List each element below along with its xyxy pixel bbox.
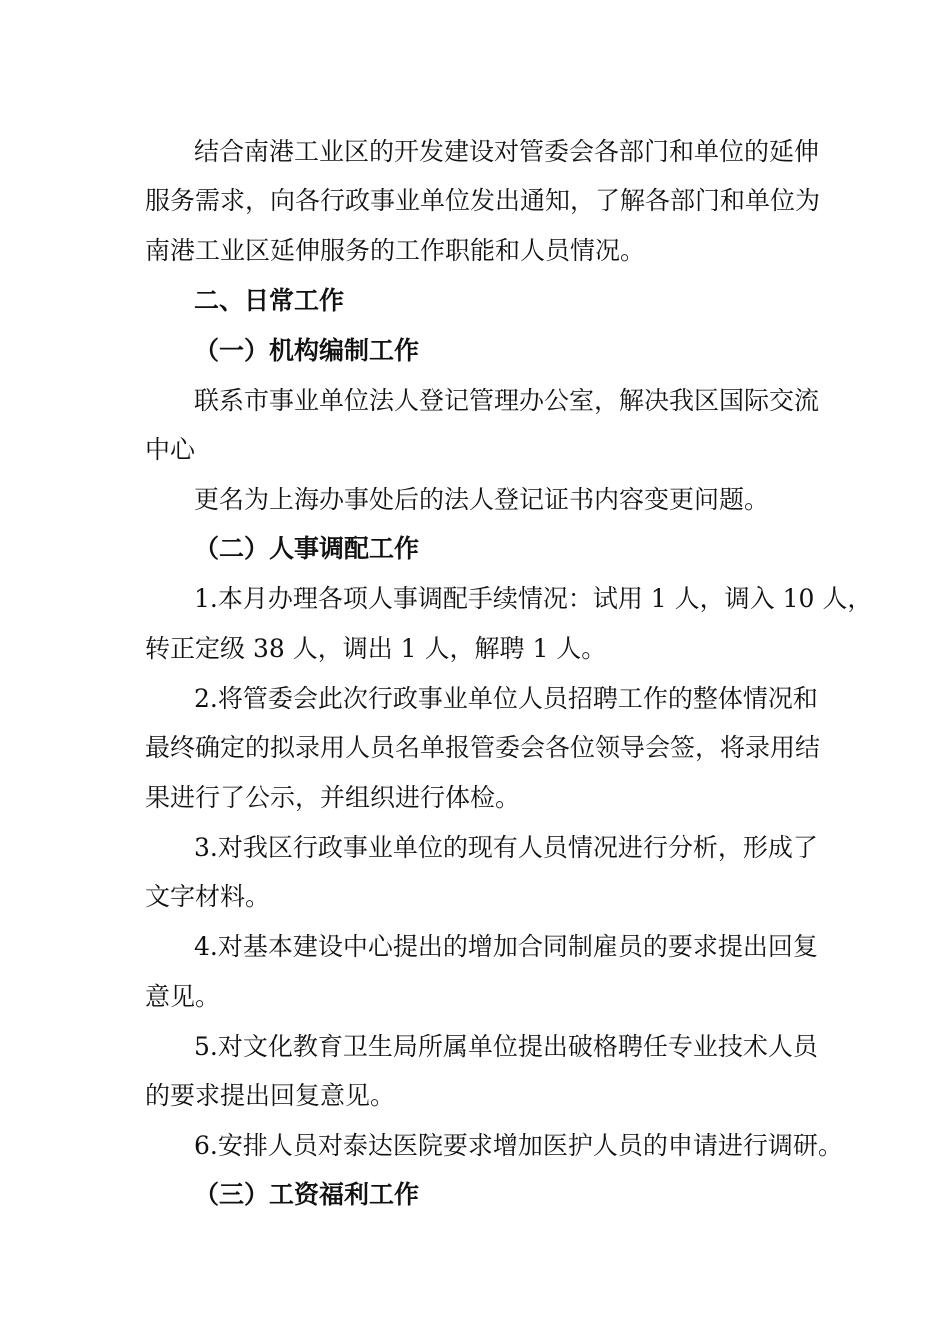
list-item-line: 5.对文化教育卫生局所属单位提出破格聘任专业技术人员 [194, 1032, 818, 1061]
list-item-line: 转正定级 38 人，调出 1 人，解聘 1 人。 [145, 634, 607, 663]
list-item-line: 意见。 [145, 982, 221, 1011]
paragraph-line: 联系市事业单位法人登记管理办公室，解决我区国际交流 [194, 386, 820, 415]
list-item-line: 的要求提出回复意见。 [145, 1081, 396, 1110]
paragraph-line: 南港工业区延伸服务的工作职能和人员情况。 [145, 236, 646, 265]
subsection-heading: （二）人事调配工作 [194, 534, 420, 563]
subsection-heading: （一）机构编制工作 [194, 336, 420, 365]
paragraph-line: 更名为上海办事处后的法人登记证书内容变更问题。 [194, 485, 770, 514]
list-item-line: 最终确定的拟录用人员名单报管委会各位领导会签，将录用结 [145, 733, 821, 762]
list-item-line: 3.对我区行政事业单位的现有人员情况进行分析，形成了 [194, 833, 818, 862]
list-item-line: 文字材料。 [145, 882, 271, 911]
list-item-line: 4.对基本建设中心提出的增加合同制雇员的要求提出回复 [194, 932, 818, 961]
paragraph-line: 服务需求，向各行政事业单位发出通知，了解各部门和单位为 [145, 186, 821, 215]
paragraph-line: 中心 [145, 435, 196, 464]
list-item-line: 2.将管委会此次行政事业单位人员招聘工作的整体情况和 [194, 684, 818, 713]
subsection-heading: （三）工资福利工作 [194, 1180, 420, 1209]
list-item-line: 果进行了公示，并组织进行体检。 [145, 783, 521, 812]
section-heading: 二、日常工作 [194, 286, 345, 315]
paragraph-line: 结合南港工业区的开发建设对管委会各部门和单位的延伸 [194, 137, 820, 166]
list-item-line: 6.安排人员对泰达医院要求增加医护人员的申请进行调研。 [194, 1131, 843, 1160]
list-item-line: 1.本月办理各项人事调配手续情况：试用 1 人，调入 10 人， [194, 584, 873, 613]
